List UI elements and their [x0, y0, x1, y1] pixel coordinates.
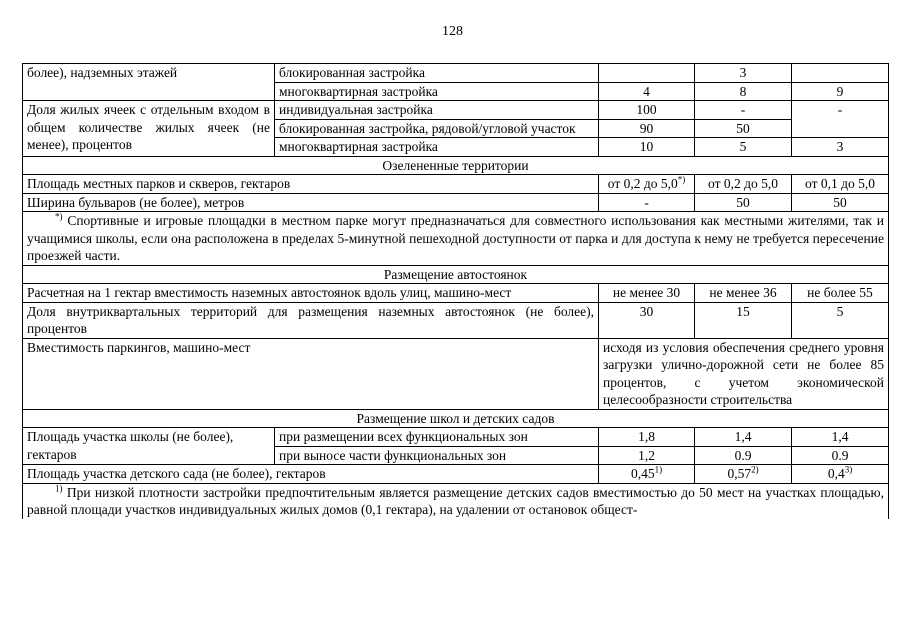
section-row — [23, 265, 889, 284]
value-cell: 8 — [695, 82, 792, 101]
value-cell: 50 — [695, 119, 792, 138]
footnote: *) Спортивные и игровые площадки в местном парке могут предназначаться для совместного использования как местными жителями, так и учащимися школы, если она расположена в пределах 5-минутной пешеходной доступности от парка и для доступа к нему не требуется пересечение проезжей части. — [23, 212, 889, 266]
table-row — [23, 302, 889, 338]
value-cell: - — [792, 101, 889, 138]
value-cell: 0,4$^{3)}$ — [792, 465, 889, 484]
footnote-row — [23, 483, 889, 519]
value-cell: 50 — [792, 193, 889, 212]
row-label: Площадь местных парков и скверов, гектаров — [23, 175, 599, 194]
table-row — [23, 428, 889, 447]
section-row — [23, 409, 889, 428]
table-row — [23, 284, 889, 303]
value-cell: от 0,2 до 5,0*) — [599, 175, 695, 194]
row-label: Вместимость паркингов, машино-мест — [23, 338, 599, 409]
value-cell: 10 — [599, 138, 695, 157]
value-cell: не менее 36 — [695, 284, 792, 303]
placement-type: при размещении всех функциональных зон — [275, 428, 599, 447]
table-row — [23, 193, 889, 212]
page-number: 128 — [442, 24, 463, 39]
value-cell: - — [695, 101, 792, 120]
building-type: индивидуальная застройка — [275, 101, 599, 120]
section-heading: Озелененные территории — [23, 156, 889, 175]
value-cell: 1,4 — [792, 428, 889, 447]
value-cell: от 0,1 до 5,0 — [792, 175, 889, 194]
building-type: блокированная застройка — [275, 64, 599, 83]
value-cell: 1,2 — [599, 446, 695, 465]
building-type: многоквартирная застройка — [275, 138, 599, 157]
value-cell: 100 — [599, 101, 695, 120]
row-label: более), надземных этажей — [23, 64, 275, 101]
value-cell: 90 — [599, 119, 695, 138]
footnote: $^{1)}$ При низкой плотности застройки предпочтительным является размещение детских садов вместимостью до 50 мест на участках площадью, равной площади участков индивидуальных жилых домов (0,1 гектара), на удалении от остановок общест- — [23, 483, 889, 519]
value-cell: 50 — [695, 193, 792, 212]
value-cell: 0.9 — [695, 446, 792, 465]
value-cell: от 0,2 до 5,0 — [695, 175, 792, 194]
value-cell: 3 — [695, 64, 792, 83]
building-type: многоквартирная застройка — [275, 82, 599, 101]
value-cell: 1,4 — [695, 428, 792, 447]
footnote-row — [23, 212, 889, 266]
value-cell: 5 — [695, 138, 792, 157]
value-cell: 0,45$^{1)}$ — [599, 465, 695, 484]
value-cell — [792, 64, 889, 83]
value-cell: 4 — [599, 82, 695, 101]
section-heading: Размещение школ и детских садов — [23, 409, 889, 428]
value-cell: не менее 30 — [599, 284, 695, 303]
section-heading: Размещение автостоянок — [23, 265, 889, 284]
row-label: Площадь участка школы (не более), гектаров — [23, 428, 275, 465]
value-cell: 5 — [792, 302, 889, 338]
table-row — [23, 101, 889, 120]
value-cell: 0,57$^{2)}$ — [695, 465, 792, 484]
value-cell: 0.9 — [792, 446, 889, 465]
value-cell: 30 — [599, 302, 695, 338]
building-type: блокированная застройка, рядовой/угловой участок — [275, 119, 599, 138]
value-cell: исходя из условия обеспечения среднего уровня загрузки улично-дорожной сети не более 85 процентов, с учетом экономической целесообразности строительства — [599, 338, 889, 409]
table-row — [23, 338, 889, 409]
row-label: Доля внутриквартальных территорий для размещения наземных автостоянок (не более), процентов — [23, 302, 599, 338]
norms-table — [22, 63, 889, 519]
value-cell — [599, 64, 695, 83]
value-cell: 15 — [695, 302, 792, 338]
table-row — [23, 175, 889, 194]
value-cell: - — [599, 193, 695, 212]
value-cell: 9 — [792, 82, 889, 101]
row-label: Площадь участка детского сада (не более), гектаров — [23, 465, 599, 484]
row-label: Доля жилых ячеек с отдельным входом в общем количестве жилых ячеек (не менее), процентов — [23, 101, 275, 157]
placement-type: при выносе части функциональных зон — [275, 446, 599, 465]
row-label: Ширина бульваров (не более), метров — [23, 193, 599, 212]
table-row — [23, 64, 889, 83]
table-row — [23, 465, 889, 484]
value-cell: не более 55 — [792, 284, 889, 303]
row-label: Расчетная на 1 гектар вместимость наземных автостоянок вдоль улиц, машино-мест — [23, 284, 599, 303]
value-cell: 1,8 — [599, 428, 695, 447]
section-row — [23, 156, 889, 175]
value-cell: 3 — [792, 138, 889, 157]
